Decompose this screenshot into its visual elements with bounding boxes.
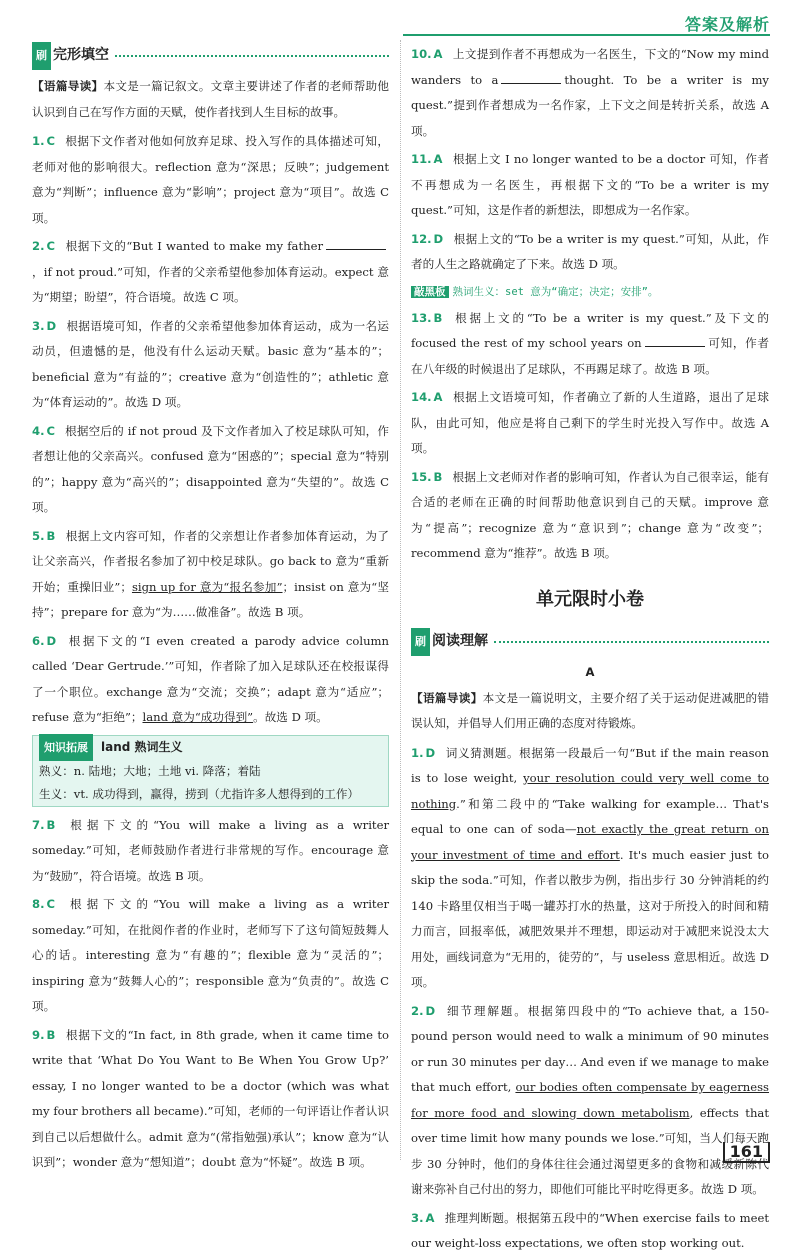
- header-title: 答案及解析: [684, 15, 770, 34]
- familiar-meaning: 熟义：n. 陆地；大地；土地 vi. 降落；着陆: [39, 763, 261, 778]
- section-title: 完形填空: [53, 47, 109, 64]
- answer-item: 3. D 根据语境可知，作者的父亲希望他参加体育运动，成为一名运动员，但遗憾的是，他没有什么运动天赋。basic 意为“基本的”；beneficial 意为“有益的”；creative 意为“创造性的”；athletic 意为“体育运动的”。故选 D 项。: [32, 318, 389, 409]
- answer-item: 1. C 根据下文作者对他如何放弃足球、投入写作的具体描述可知，老师对他的影响很大。reflection 意为“深思；反映”；judgement 意为“判断”；influence 意为“影响”；project 意为“项目”。故选 C 项。: [32, 134, 389, 225]
- answer-item: 2. D 细节理解题。根据第四段中的“To achieve that, a 150-pound person would need to walk a minimum of 90 minutes or run 30 minutes per day… And even if we manage to make that much effort, our bodies often compensate by eagerness for more food and slowing down metabolism, effects that over time limit how many pounds we lose.”可知，当人们每天跑步 30 分钟时，他们的身体往往会通过渴望更多的食物和减缓新陈代谢来弥补自己付出的努力，即他们可能比平时吃得更多。故选 D 项。: [411, 1003, 769, 1196]
- section-dots: [115, 55, 389, 57]
- passage-letter: A: [585, 665, 595, 679]
- answer-item: 7. B 根据下文的“You will make a living as a writer someday.”可知，老师鼓励作者进行非常规的写作。encourage 意为“鼓励”，符合语境。故选 B 项。: [32, 817, 389, 883]
- answer-item: 8. C 根据下文的“You will make a living as a writer someday.”可知，在批阅作者的作业时，老师写下了这句简短鼓舞人心的话。interesting 意为“有趣的”；flexible 意为“灵活的”；inspiring 意为“鼓舞人心的”；responsible 意为“负责的”。故选 C 项。: [32, 897, 389, 1013]
- answer-item: 5. B 根据上文内容可知，作者的父亲想让作者参加体育运动，为了让父亲高兴，作者报名参加了初中校足球队。go back to 意为“重新开始；重操旧业”；sign up for 意为“报名参加”；insist on 意为“坚持”；prepare for 意为“为……做准备”。故选 B 项。: [32, 528, 389, 619]
- cloze-section-header: [32, 42, 389, 70]
- passage-guide: 【语篇导读】本文是一篇说明文，主要介绍了关于运动促进减肥的错误认知，并倡导人们用正确的态度对待锻炼。: [411, 690, 769, 730]
- board-note: 敲黑板 熟词生义：set 意为“确定；决定；安排”。: [411, 281, 769, 303]
- passage-guide: 【语篇导读】本文是一篇记叙文。文章主要讲述了作者的老师帮助他认识到自己在写作方面的天赋，使作者找到人生目标的故事。: [32, 79, 389, 119]
- column-divider: [400, 40, 401, 1160]
- section-badge: 刷: [32, 42, 51, 70]
- section-dots: [494, 641, 769, 643]
- page-header: [0, 0, 800, 38]
- right-column: [411, 42, 769, 1260]
- blank-line: [645, 334, 705, 347]
- unit-title: 单元限时小卷: [536, 588, 644, 610]
- reading-section-header: [411, 628, 769, 656]
- knowledge-title: land 熟词生义: [101, 739, 183, 754]
- answer-item: 14. A 根据上文语境可知，作者确立了新的人生道路，退出了足球队，由此可知，他应是将自己剩下的学生时光投入写作中。故选 A 项。: [411, 390, 769, 455]
- answer-item: 6. D 根据下文的“I even created a parody advice column called ‘Dear Gertrude.’”可知，作者除了加入足球队还在校报谋得了一个职位。exchange 意为“交流；交换”；adapt 意为“适应”；refuse 意为“拒绝”；land 意为“成功得到”。故选 D 项。: [32, 633, 389, 724]
- answer-item: 12. D 根据上文的“To be a writer is my quest.”可知，从此，作者的人生之路就确定了下来。故选 D 项。: [411, 231, 769, 271]
- answer-item: 11. A 根据上文 I no longer wanted to be a doctor 可知，作者不再想成为一名医生，再根据下文的“To be a writer is my quest.”可知，这是作者的新想法，即想成为一名作家。: [411, 152, 769, 217]
- answer-item: 13. B 根据上文的“To be a writer is my quest.”及下文的 focused the rest of my school years on 可知，作者在八年级的时候退出了足球队，不再踢足球了。故选 B 项。: [411, 310, 769, 376]
- answer-item: 10. A 上文提到作者不再想成为一名医生，下文的“Now my mind wanders to a thought. To be a writer is my quest.”提到作者想成为一名作家，上下文之间是转折关系，故选 A 项。: [411, 47, 769, 138]
- header-rule: [403, 34, 770, 36]
- blank-line: [326, 237, 386, 250]
- new-meaning: 生义：vt. 成功得到，赢得，捞到（尤指许多人想得到的工作）: [39, 786, 360, 801]
- answer-item: 15. B 根据上文老师对作者的影响可知，作者认为自己很幸运，能有合适的老师在正确的时间帮助他意识到自己的天赋。improve 意为“提高”；recognize 意为“意识到”；change 意为“改变”；recommend 意为“推荐”。故选 B 项。: [411, 469, 769, 560]
- knowledge-badge: 知识拓展: [39, 734, 93, 762]
- section-badge: 刷: [411, 628, 430, 656]
- blank-line: [501, 71, 561, 84]
- answer-item: 1. D 词义猜测题。根据第一段最后一句“But if the main reason is to lose weight, your resolution could very well come to nothing.”和第二段中的“Take walking for example… That's equal to one can of soda—not exactly the great return on your investment of time and effort. It's much easier just to skip the soda.”可知，作者以散步为例，指出步行 30 分钟消耗的约 140 卡路里仅相当于喝一罐苏打水的热量，这对于所投入的时间和精力而言，回报率低，减肥效果并不理想，即运动对于减肥来说没太大用处，画线词意为“无用的，徒劳的”，与 useless 意思相近。故选 D 项。: [411, 745, 770, 989]
- knowledge-box: [32, 735, 389, 807]
- section-title: 阅读理解: [432, 633, 488, 650]
- answer-item: 4. C 根据空后的 if not proud 及下文作者加入了校足球队可知，作者想让他的父亲高兴。confused 意为“困惑的”；special 意为“特别的”；happy 意为“高兴的”；disappointed 意为“失望的”。故选 C 项。: [32, 423, 389, 514]
- answer-item: 9. B 根据下文的“In fact, in 8th grade, when it came time to write that ‘What Do You Want to Be When You Grow Up?’ essay, I no longer wanted to be a doctor (which was what my four brothers all became).”可知，老师的一句评语让作者认识到自己以后想做什么。admit 意为“(常指勉强)承认”；know 意为“认识到”；wonder 意为“想知道”；doubt 意为“怀疑”。故选 B 项。: [32, 1027, 389, 1169]
- answer-item: 2. C 根据下文的“But I wanted to make my father，if not proud.”可知，作者的父亲希望他参加体育运动。expect 意为“期望；盼望”，符合语境。故选 C 项。: [32, 239, 389, 304]
- left-column: [32, 42, 389, 1179]
- page-number: 161: [723, 1142, 770, 1163]
- answer-item: 3. A 推理判断题。根据第五段中的“When exercise fails to meet our weight-loss expectations, we often stop working out.: [411, 1210, 769, 1250]
